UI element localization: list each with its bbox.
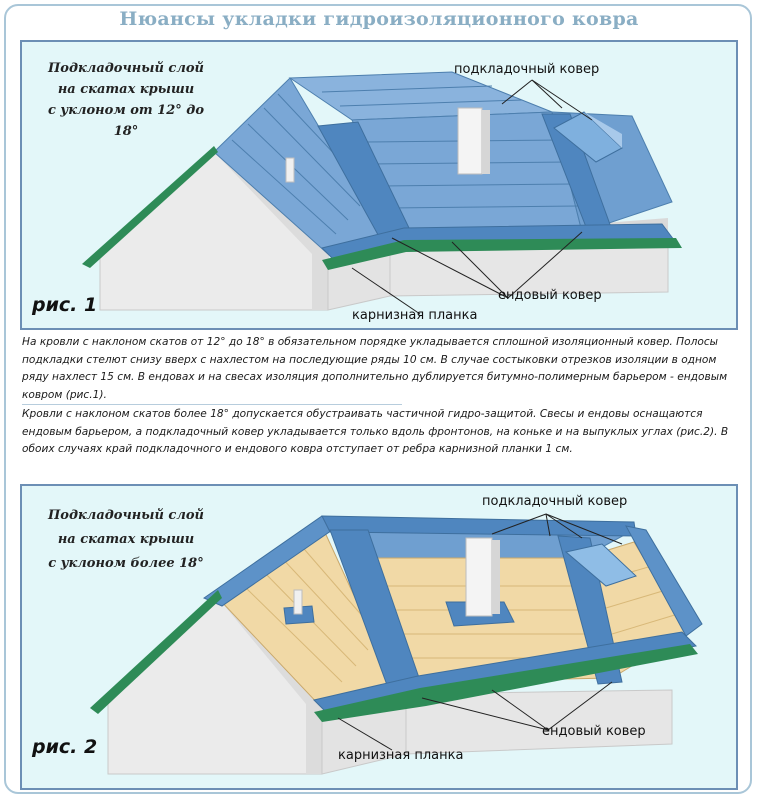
caption-line: с уклоном более 18°: [48, 556, 204, 571]
chimney-large: [458, 108, 482, 174]
chimney-large: [466, 538, 492, 616]
caption-line: Подкладочный слой: [48, 61, 204, 76]
caption-line: на скатах крыши: [57, 82, 195, 97]
chimney-large-side: [492, 540, 500, 614]
label-eaves: карнизная планка: [352, 308, 478, 323]
caption-line: с уклоном от 12° до 18°: [47, 103, 204, 139]
figure-1-panel: [20, 40, 738, 330]
label-valley: ендовый ковер: [542, 724, 646, 739]
caption-line: на скатах крыши: [57, 532, 195, 547]
label-valley: ендовый ковер: [498, 288, 602, 303]
label-underlay: подкладочный ковер: [454, 62, 600, 77]
figure-2-panel: [20, 484, 738, 790]
caption-line: Подкладочный слой: [48, 508, 204, 523]
chimney-large-side: [482, 110, 490, 174]
figure-label-2: рис. 2: [32, 736, 98, 758]
page-title: Нюансы укладки гидроизоляционного ковра: [119, 8, 639, 30]
separator: [22, 404, 402, 405]
slope-caption-2: [36, 504, 216, 576]
label-eaves: карнизная планка: [338, 748, 464, 763]
label-underlay: подкладочный ковер: [482, 494, 628, 509]
figure-label-1: рис. 1: [32, 294, 98, 316]
vent-pipe: [294, 590, 302, 614]
slope-caption-1: [36, 58, 216, 142]
paragraph-1: На кровли с наклоном скатов от 12° до 18° в обязательном порядке укладывается сплошной изоляционный ковер. Полосы подкладки стелют снизу вверх с нахлестом на последующие ряды 10 см. В случае состыковки отрезков изоляции в одном ряду нахлест 15 см. В ендовах и на свесах изоляция дополнительно дублируется битумно-полимерным барьером - ендовым ковром (рис.1).: [22, 336, 728, 401]
paragraph-2: Кровли с наклоном скатов более 18° допускается обустраивать частичной гидро-защитой. Свесы и ендовы оснащаются ендовым барьером, а подкладочный ковер укладывается только вдоль фронтонов, на коньке и на выпуклых углах (рис.2). В обоих случаях край подкладочного и ендового ковра отступает от ребра карнизной планки 1 см.: [22, 408, 729, 455]
vent-pipe: [286, 158, 294, 182]
